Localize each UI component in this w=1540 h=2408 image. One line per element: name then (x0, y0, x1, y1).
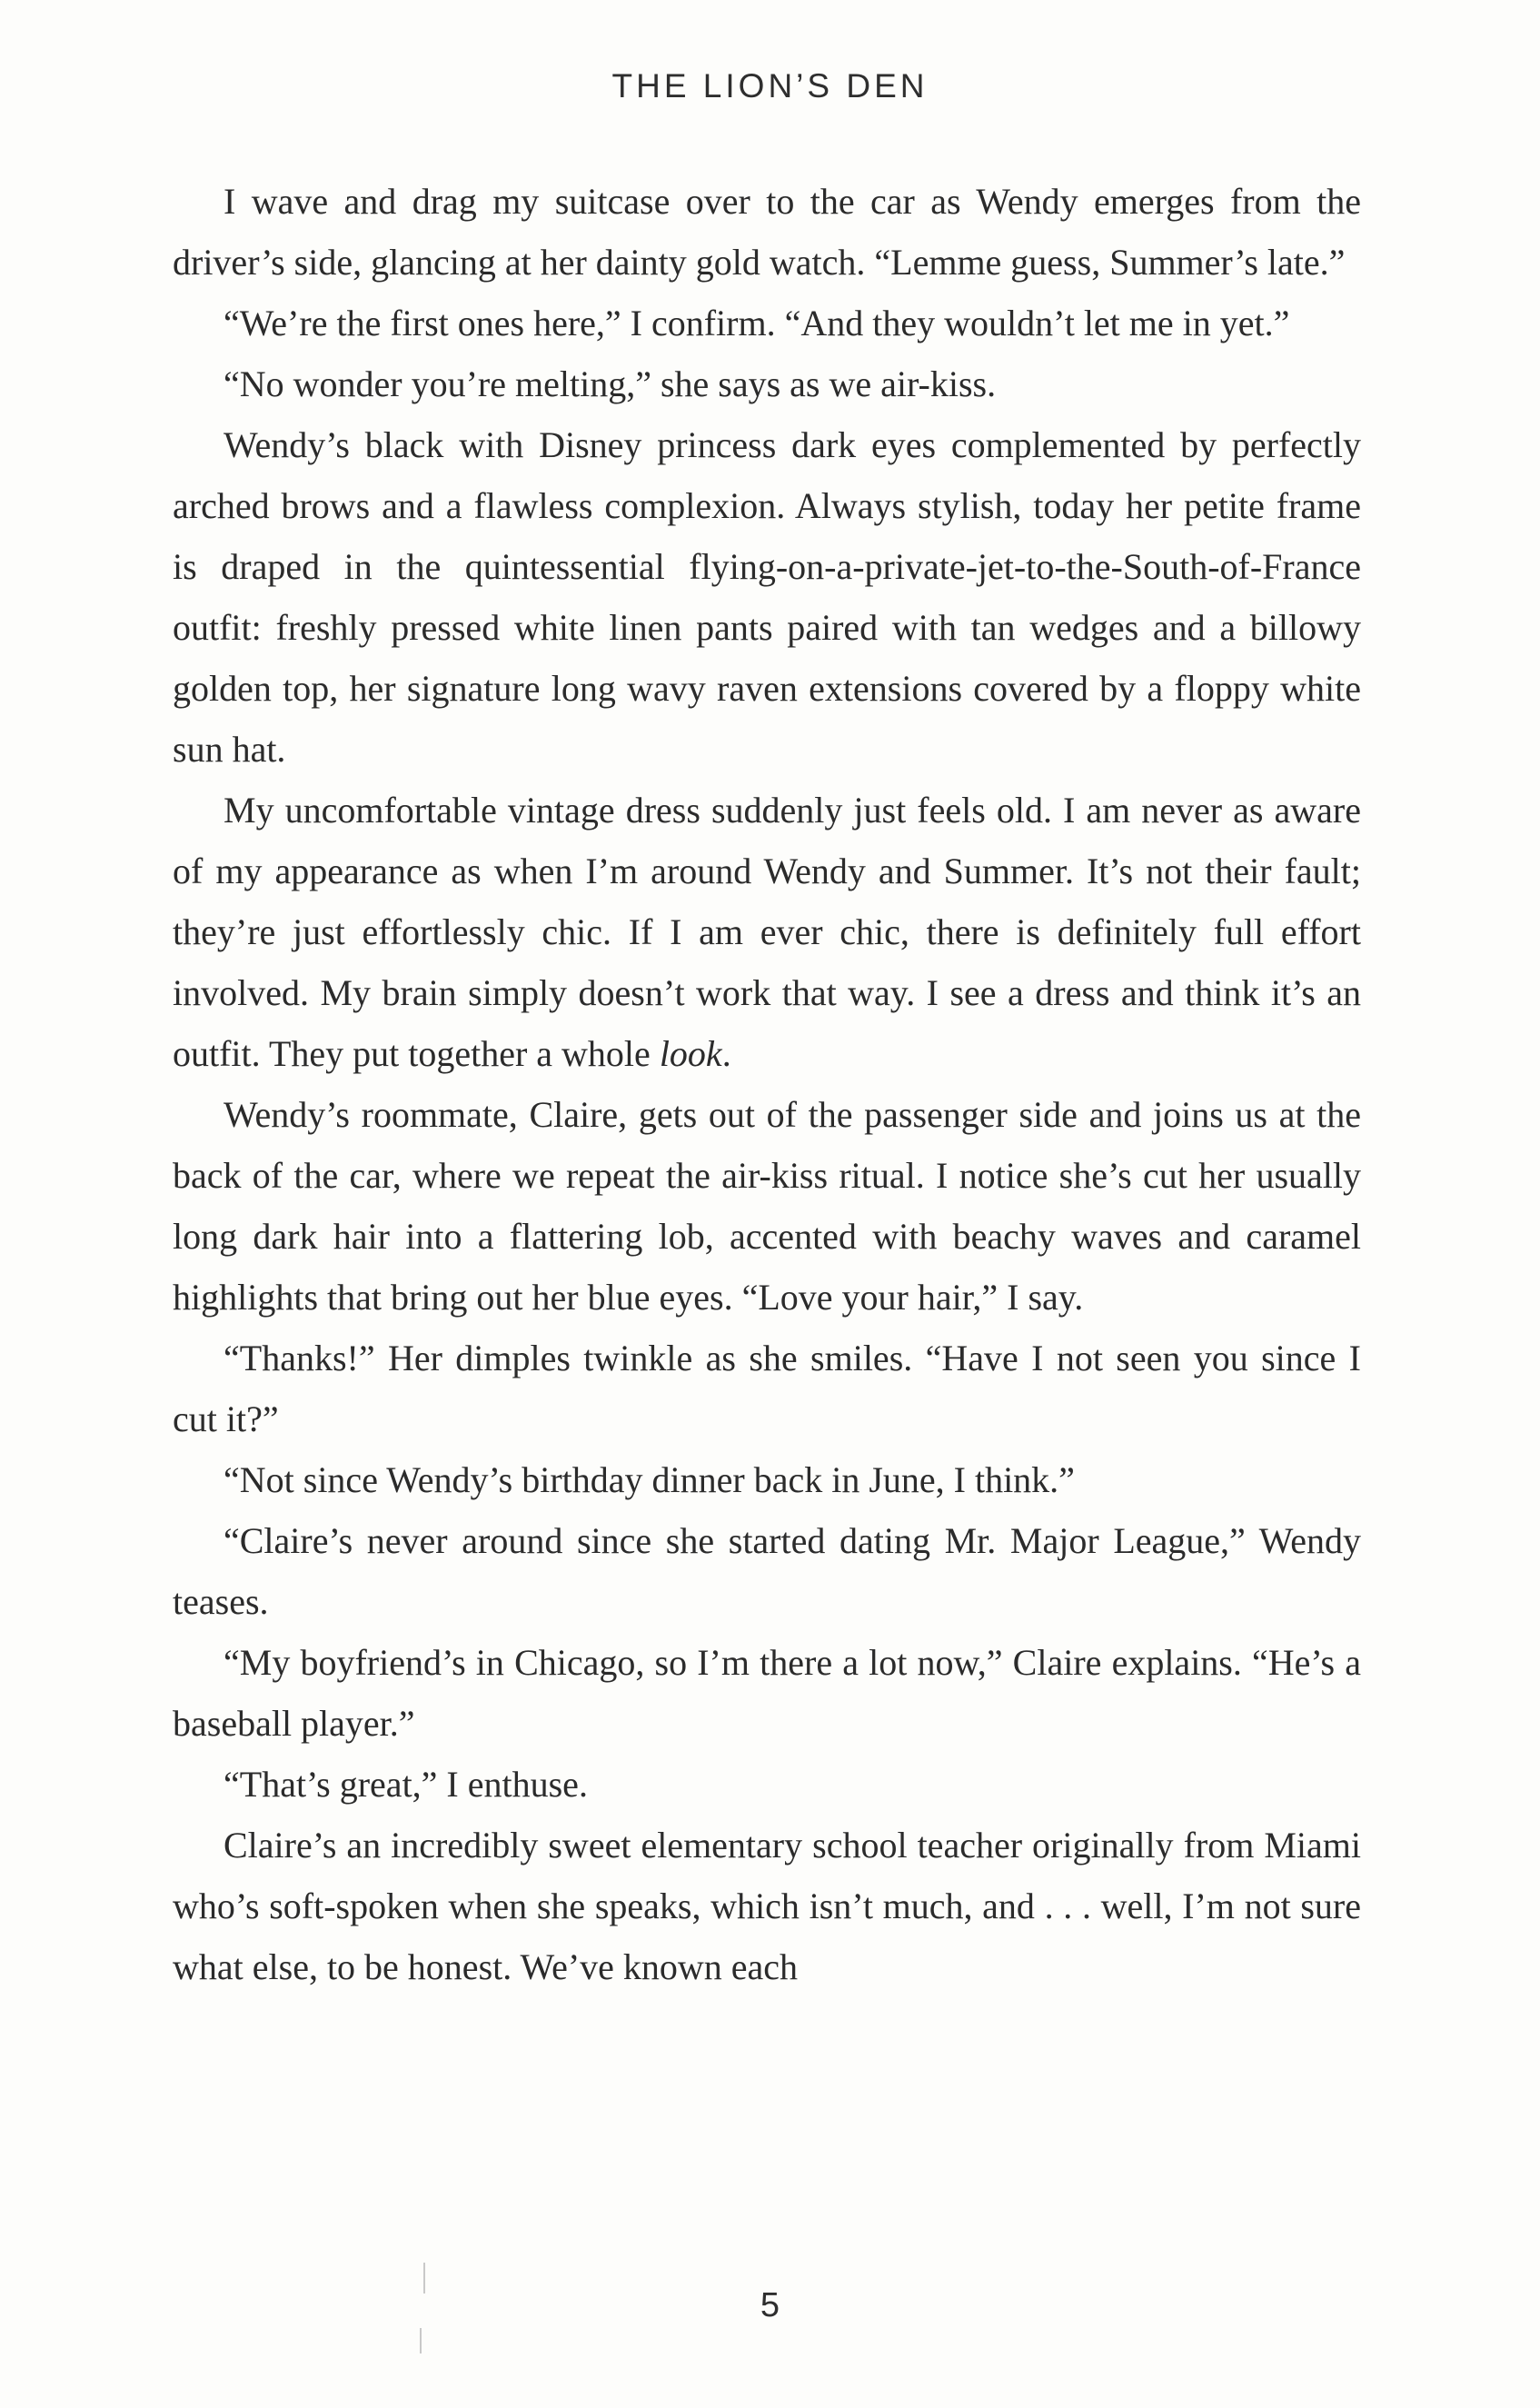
paragraph: Claire’s an incredibly sweet elementary school teacher originally from Miami who’s soft-spoken when she speaks, which isn’t much, and . . . well, I’m not sure what else, to be honest. We’ve known each (173, 1825, 1361, 1987)
paragraph: “Claire’s never around since she started dating Mr. Major League,” Wendy teases. (173, 1520, 1361, 1622)
page-number: 5 (760, 2286, 780, 2324)
paragraph: I wave and drag my suitcase over to the car as Wendy emerges from the driver’s side, glancing at her dainty gold watch. “Lemme guess, Summer’s late.” (173, 181, 1361, 283)
paragraph: “Thanks!” Her dimples twinkle as she smiles. “Have I not seen you since I cut it?” (173, 1338, 1361, 1439)
paragraph: Wendy’s black with Disney princess dark eyes complemented by perfectly arched brows and a flawless complexion. Always stylish, today her petite frame is draped in the quintessential flying-on-a-private-jet-to-the-South-of-France outfit: freshly pressed white linen pants paired with tan wedges and a billowy golden top, her signature long wavy raven extensions covered by a floppy white sun hat. (173, 424, 1361, 770)
paragraph-tail: . (721, 1033, 731, 1074)
paragraph: “Not since Wendy’s birthday dinner back in June, I think.” (224, 1459, 1075, 1500)
paragraph: “We’re the first ones here,” I confirm. “And they wouldn’t let me in yet.” (224, 303, 1290, 343)
paragraph: “That’s great,” I enthuse. (224, 1764, 588, 1805)
paragraph: “No wonder you’re melting,” she says as we air-kiss. (224, 363, 997, 404)
paragraph-text: My uncomfortable vintage dress suddenly just feels old. I am never as aware of my appearance as when I’m around Wendy and Summer. It’s not their fault; they’re just effortlessly chic. If I am ever chic, there is definitely full effort involved. My brain simply doesn’t work that way. I see a dress and think it’s an outfit. They put together a whole (173, 790, 1361, 1074)
body-text (173, 171, 1361, 1997)
paragraph: “My boyfriend’s in Chicago, so I’m there a lot now,” Claire explains. “He’s a baseball player.” (173, 1642, 1361, 1744)
paragraph: Wendy’s roommate, Claire, gets out of the passenger side and joins us at the back of the car, where we repeat the air-kiss ritual. I notice she’s cut her usually long dark hair into a flattering lob, accented with beachy waves and caramel highlights that bring out her blue eyes. “Love your hair,” I say. (173, 1094, 1361, 1318)
running-head: THE LION’S DEN (611, 67, 929, 104)
emphasized-word: look (659, 1033, 722, 1074)
paragraph-with-emphasis (173, 780, 1361, 1084)
scan-artifact-line (420, 2328, 422, 2353)
